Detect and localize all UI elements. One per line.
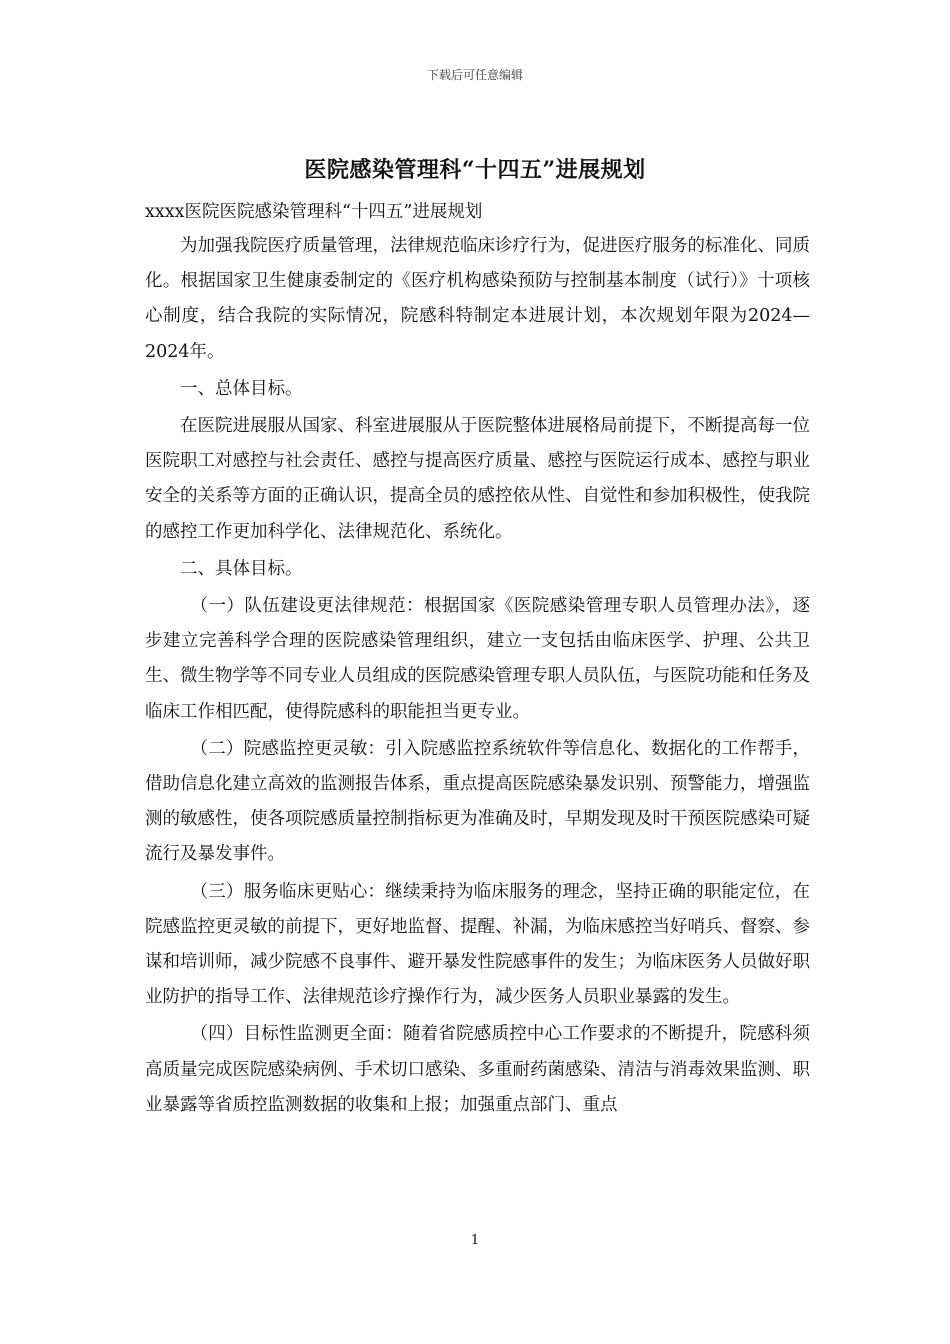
paragraph-goal-service: （三）服务临床更贴心：继续秉持为临床服务的理念，坚持正确的职能定位，在院感监控更灵敏的前提下，更好地监督、提醒、补漏，为临床感控当好哨兵、督察、参谋和培训师，减少院感不良事件、避开暴发性院感事件的发生；为临床医务人员做好职业防护的指导工作、法律规范诊疗操作行为，减少医务人员职业暴露的发生。	[145, 881, 810, 1008]
paragraph-goal-team: （一）队伍建设更法律规范：根据国家《医院感染管理专职人员管理办法》，逐步建立完善科学合理的医院感染管理组织，建立一支包括由临床医学、护理、公共卫生、微生物学等不同专业人员组成的医院感染管理专职人员队伍，与医院功能和任务及临床工作相匹配，使得院感科的职能担当更专业。	[145, 596, 810, 722]
heading-specific-goals: 二、具体目标。	[180, 558, 303, 579]
paragraph-overall-goal: 在医院进展服从国家、科室进展服从于医院整体进展格局前提下，不断提高每一位医院职工对感控与社会责任、感控与提高医疗质量、感控与医院运行成本、感控与职业安全的关系等方面的正确认识，提高全员的感控依从性、自觉性和参加积极性，使我院的感控工作更加科学化、法律规范化、系统化。	[145, 416, 810, 542]
page-number: 1	[470, 1233, 480, 1248]
paragraph-intro: 为加强我院医疗质量管理，法律规范临床诊疗行为，促进医疗服务的标准化、同质化。根据国家卫生健康委制定的《医疗机构感染预防与控制基本制度（试行）》十项核心制度，结合我院的实际情况，院感科特制定本进展计划，本次规划年限为2024—2024年。	[145, 236, 810, 362]
paragraph-goal-surveillance: （四）目标性监测更全面：随着省院感质控中心工作要求的不断提升，院感科须高质量完成医院感染病例、手术切口感染、多重耐药菌感染、清洁与消毒效果监测、职业暴露等省质控监测数据的收集和上报；加强重点部门、重点	[145, 1024, 810, 1115]
document-subtitle: xxxx医院医院感染管理科“十四五”进展规划	[145, 202, 483, 222]
heading-overall-goal: 一、总体目标。	[180, 378, 303, 399]
document-body	[145, 199, 810, 1123]
paragraph-goal-monitoring: （二）院感监控更灵敏：引入院感监控系统软件等信息化、数据化的工作帮手，借助信息化建立高效的监测报告体系，重点提高医院感染暴发识别、预警能力，增强监测的敏感性，使各项院感质量控制指标更为准确及时，早期发现及时干预医院感染可疑流行及暴发事件。	[145, 738, 810, 865]
document-title: 医院感染管理科“十四五”进展规划	[304, 157, 646, 183]
page-header: 下载后可任意编辑	[426, 68, 523, 82]
